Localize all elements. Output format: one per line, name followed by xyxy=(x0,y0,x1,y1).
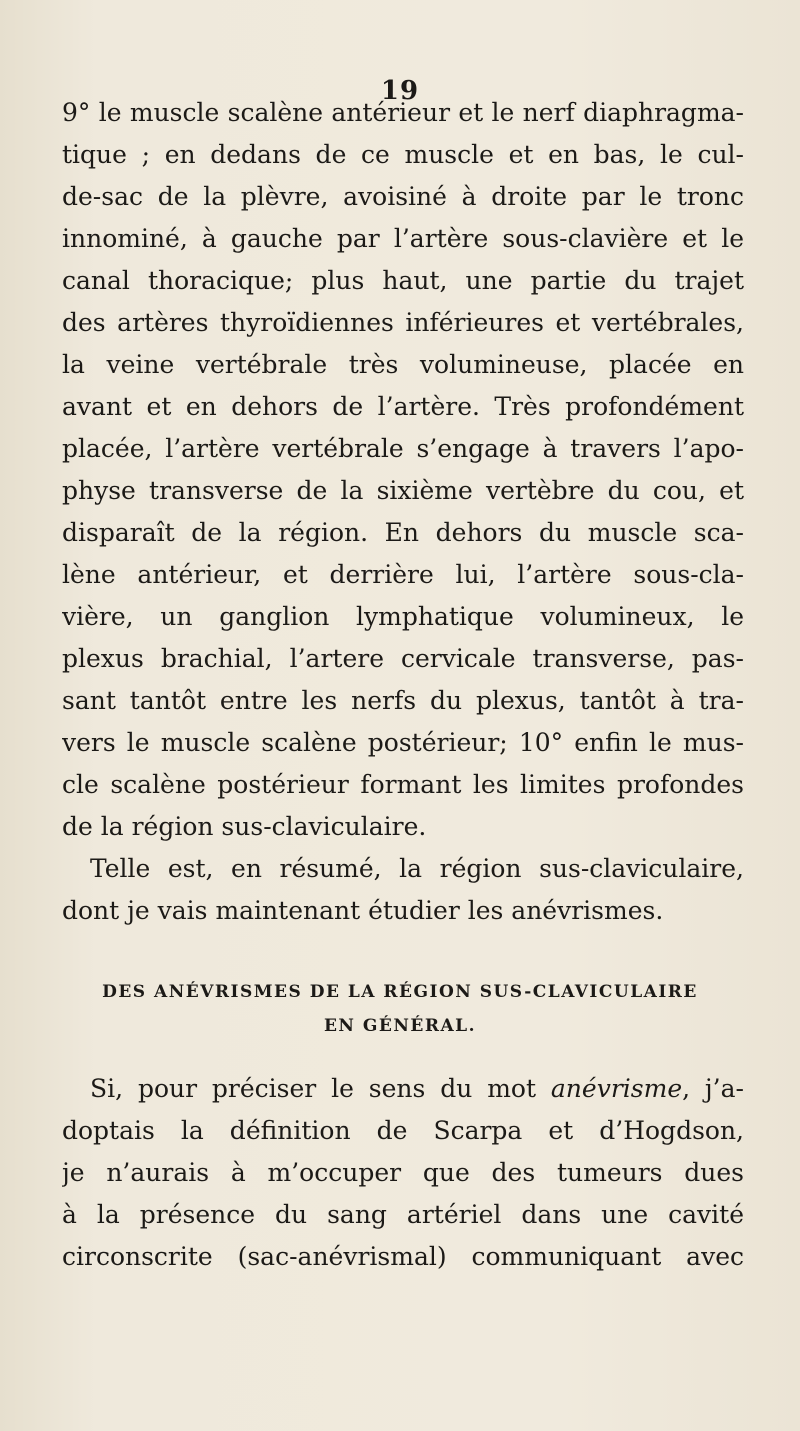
page-number: 19 xyxy=(380,76,420,106)
text-line xyxy=(90,1072,744,1106)
text-line: canal thoracique; plus haut, une partie du trajet xyxy=(62,266,744,295)
text-line: Telle est, en résumé, la région sus-claviculaire, xyxy=(90,854,744,883)
text-line: doptais la définition de Scarpa et d’Hogdson, xyxy=(62,1116,744,1145)
text-line: je n’aurais à m’occuper que des tumeurs dues xyxy=(62,1158,744,1187)
text-line: disparaît de la région. En dehors du muscle sca- xyxy=(62,518,744,547)
text-line: dont je vais maintenant étudier les anévrismes. xyxy=(62,896,664,925)
text-line: innominé, à gauche par l’artère sous-clavière et le xyxy=(62,224,744,253)
text-fragment: Si, pour préciser le sens du mot xyxy=(90,1074,551,1103)
text-line: des artères thyroïdiennes inférieures et vertébrales, xyxy=(62,308,744,337)
text-line: physe transverse de la sixième vertèbre du cou, et xyxy=(62,476,744,505)
text-line: plexus brachial, l’artere cervicale transverse, pas- xyxy=(62,644,744,673)
section-heading: DES ANÉVRISMES DE LA RÉGION SUS-CLAVICULAIRE xyxy=(102,982,698,1002)
text-line: de la région sus-claviculaire. xyxy=(62,812,427,841)
section-heading-subline: EN GÉNÉRAL. xyxy=(323,1016,477,1036)
text-fragment: , j’a- xyxy=(682,1074,744,1103)
text-line: avant et en dehors de l’artère. Très profondément xyxy=(62,392,744,421)
italic-term: anévrisme xyxy=(550,1074,683,1103)
text-line: cle scalène postérieur formant les limites profondes xyxy=(62,770,744,799)
text-line: la veine vertébrale très volumineuse, placée en xyxy=(62,350,744,379)
text-line: vière, un ganglion lymphatique volumineux, le xyxy=(62,602,744,631)
text-line: placée, l’artère vertébrale s’engage à travers l’apo- xyxy=(62,434,744,463)
text-line: vers le muscle scalène postérieur; 10° enfin le mus- xyxy=(62,728,744,757)
text-line: à la présence du sang artériel dans une cavité xyxy=(62,1200,744,1229)
text-line: lène antérieur, et derrière lui, l’artère sous-cla- xyxy=(62,560,744,589)
text-line: circonscrite (sac-anévrismal) communiquant avec xyxy=(62,1242,744,1271)
text-line: sant tantôt entre les nerfs du plexus, tantôt à tra- xyxy=(62,686,744,715)
text-line: 9° le muscle scalène antérieur et le nerf diaphragma- xyxy=(62,98,744,127)
text-line: de-sac de la plèvre, avoisiné à droite par le tronc xyxy=(62,182,744,211)
text-line: tique ; en dedans de ce muscle et en bas, le cul- xyxy=(62,140,744,169)
